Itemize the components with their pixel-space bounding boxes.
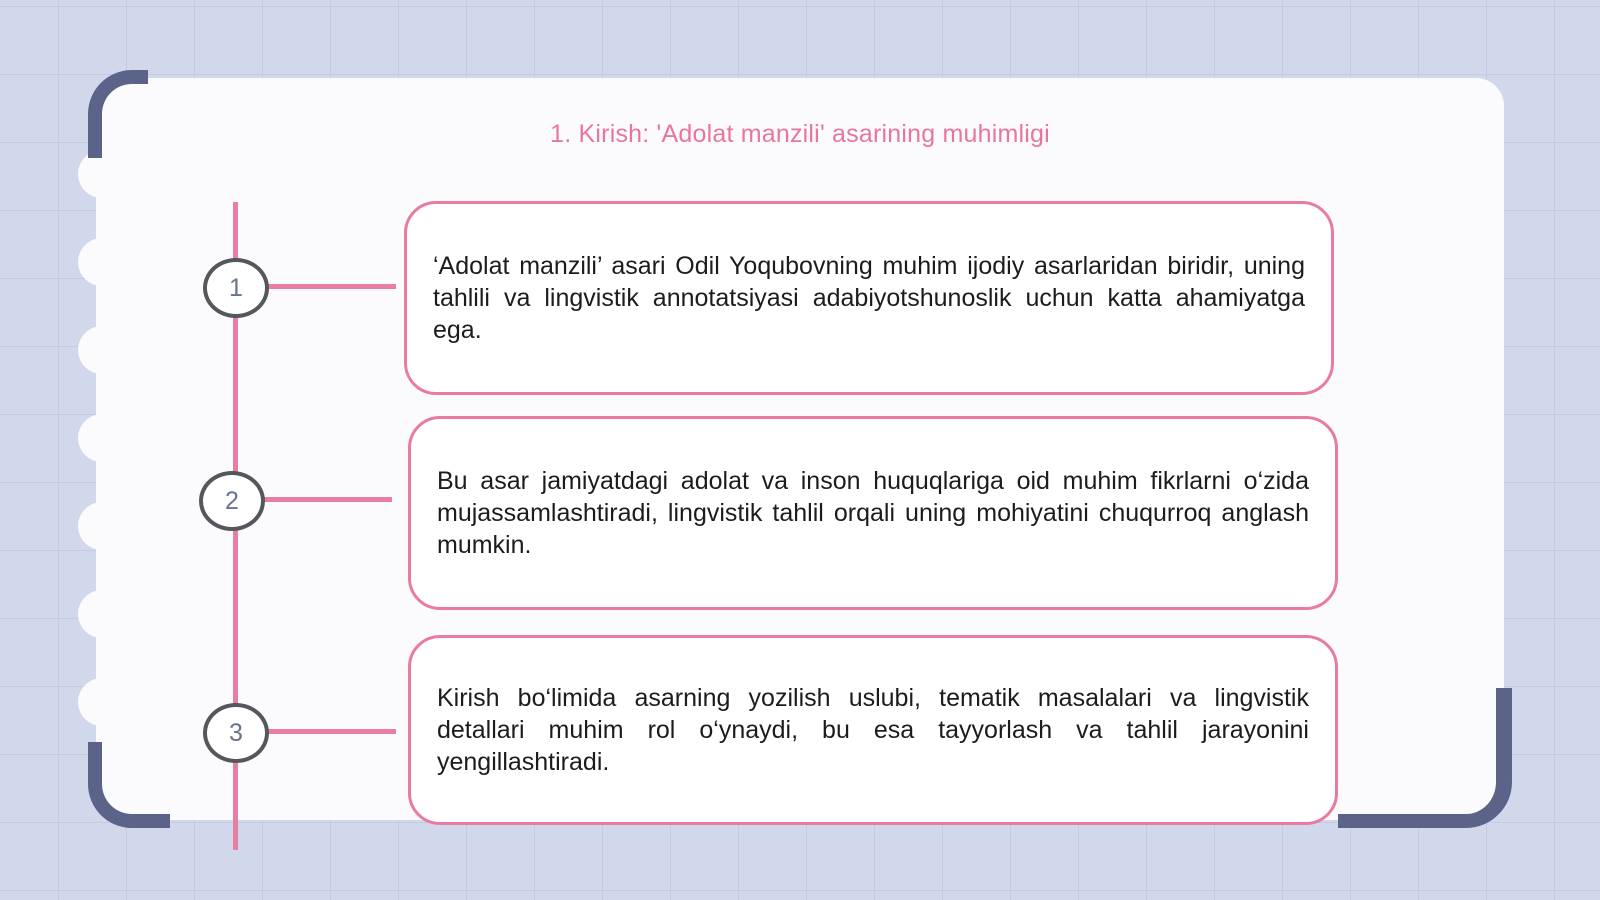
paper-scallop [78,502,126,550]
card-text-3: Kirish bo‘limida asarning yozilish uslubi, tematik masalalari va lingvistik detallari muhim rol o‘ynaydi, bu esa tayyorlash va tahlil jarayonini yengillashtiradi. [437,684,1309,776]
step-number-2: 2 [199,471,265,531]
timeline-connector [266,729,396,734]
content-card-3 [408,635,1338,825]
paper-scallop [78,678,126,726]
card-text-1: ‘Adolat manzili’ asari Odil Yoqubovning muhim ijodiy asarlaridan biridir, uning tahlili va lingvistik annotatsiyasi adabiyotshunoslik uchun katta ahamiyatga ega. [433,252,1305,344]
step-number-1: 1 [203,258,269,318]
paper-scallop [78,326,126,374]
corner-bracket-bottom-right [1338,688,1512,828]
content-card-2 [408,416,1338,610]
card-text-2: Bu asar jamiyatdagi adolat va inson huquqlariga oid muhim fikrlarni o‘zida mujassamlashtiradi, lingvistik tahlil orqali uning mohiyatini chuqurroq anglash mumkin. [437,467,1309,559]
paper-scallop [78,590,126,638]
timeline-connector [266,284,396,289]
paper-scallop [78,238,126,286]
corner-bracket-bottom-left [88,742,170,828]
paper-scallop [78,414,126,462]
content-card-1 [404,201,1334,395]
timeline-connector [262,497,392,502]
slide-title: 1. Kirish: 'Adolat manzili' asarining muhimligi [550,120,1050,148]
step-number-3: 3 [203,703,269,763]
